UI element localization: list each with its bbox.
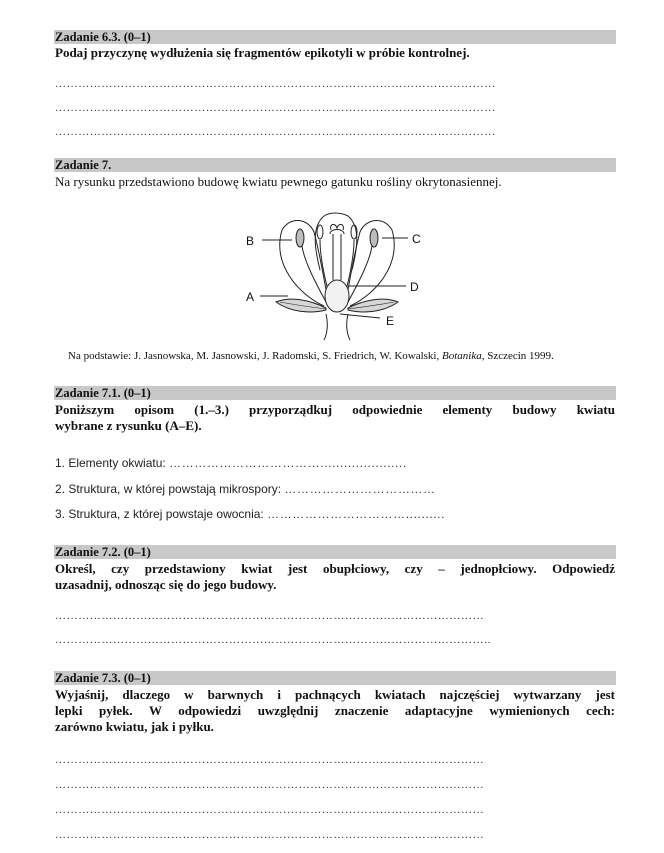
flower-structure-figure xyxy=(240,210,440,340)
task-6-3-answer-line[interactable]: …………………………………………………………………………………………………… xyxy=(55,78,496,90)
task-7-2-answer-line[interactable]: ………………………………………………………………………………………………… xyxy=(55,610,485,622)
task-7-3-question-line-2: lepki pyłek. W odpowiedzi uwzględnij znaczenie adaptacyjne wymienionych cech: xyxy=(55,703,615,718)
figure-label-c: C xyxy=(412,232,421,246)
task-6-3-answer-line[interactable]: …………………………………………………………………………………………………… xyxy=(55,126,496,138)
source-place: , Szczecin 1999. xyxy=(481,350,554,362)
task-7-3-answer-line[interactable]: ………………………………………………………………………………………………… xyxy=(55,804,485,816)
figure-label-b: B xyxy=(246,234,255,248)
task-6-3-header: Zadanie 6.3. (0–1) xyxy=(54,30,616,44)
task-7-2-answer-line[interactable]: ………………………………………………………………………………………………….. xyxy=(55,634,491,646)
task-7-1-header: Zadanie 7.1. (0–1) xyxy=(54,386,616,400)
item-answer-blank[interactable]: ……………………………… xyxy=(284,482,436,496)
item-label: 2. Struktura, w której powstają mikrospory: xyxy=(55,482,282,496)
item-answer-blank[interactable]: ………………………………...................... xyxy=(169,456,407,470)
figure-source-caption xyxy=(68,350,628,362)
task-7-2-header: Zadanie 7.2. (0–1) xyxy=(54,545,616,559)
task-7-1-question-line-2: wybrane z rysunku (A–E). xyxy=(55,418,202,433)
item-answer-blank[interactable]: …………………………….......... xyxy=(267,507,446,521)
task-6-3-question: Podaj przyczynę wydłużenia się fragmentów epikotyli w próbie kontrolnej. xyxy=(55,45,470,60)
task-7-1-item-1 xyxy=(55,456,407,470)
item-label: 1. Elementy okwiatu: xyxy=(55,456,166,470)
figure-label-a: A xyxy=(246,290,255,304)
task-7-2-question-line-2: uzasadnij, odnosząc się do jego budowy. xyxy=(55,577,277,592)
task-7-3-header: Zadanie 7.3. (0–1) xyxy=(54,671,616,685)
task-7-3-answer-line[interactable]: ………………………………………………………………………………………………… xyxy=(55,754,485,766)
figure-label-d: D xyxy=(410,280,419,294)
task-7-3-question-line-1: Wyjaśnij, dlaczego w barwnych i pachnących kwiatach najczęściej wytwarzany jest xyxy=(55,687,615,702)
task-7-2-question-line-1: Określ, czy przedstawiony kwiat jest obupłciowy, czy – jednopłciowy. Odpowiedź xyxy=(55,561,615,576)
task-7-3-answer-line[interactable]: ………………………………………………………………………………………………… xyxy=(55,779,485,791)
task-7-1-question-line-1: Poniższym opisom (1.–3.) przyporządkuj odpowiednie elementy budowy kwiatu xyxy=(55,402,615,417)
task-6-3-answer-line[interactable]: …………………………………………………………………………………………………… xyxy=(55,102,496,114)
task-7-intro: Na rysunku przedstawiono budowę kwiatu pewnego gatunku rośliny okrytonasiennej. xyxy=(55,174,502,189)
task-7-1-item-2 xyxy=(55,482,436,496)
task-7-3-answer-line[interactable]: ………………………………………………………………………………………………… xyxy=(55,829,485,841)
source-authors: Na podstawie: J. Jasnowska, M. Jasnowski, J. Radomski, S. Friedrich, W. Kowalski, xyxy=(68,350,442,362)
task-7-1-item-3 xyxy=(55,507,445,521)
task-7-header: Zadanie 7. xyxy=(54,158,616,172)
task-7-3-question-line-3: zarówno kwiatu, jak i pyłku. xyxy=(55,719,214,734)
source-title: Botanika xyxy=(442,350,482,362)
figure-label-e: E xyxy=(386,314,395,328)
item-label: 3. Struktura, z której powstaje owocnia: xyxy=(55,507,264,521)
